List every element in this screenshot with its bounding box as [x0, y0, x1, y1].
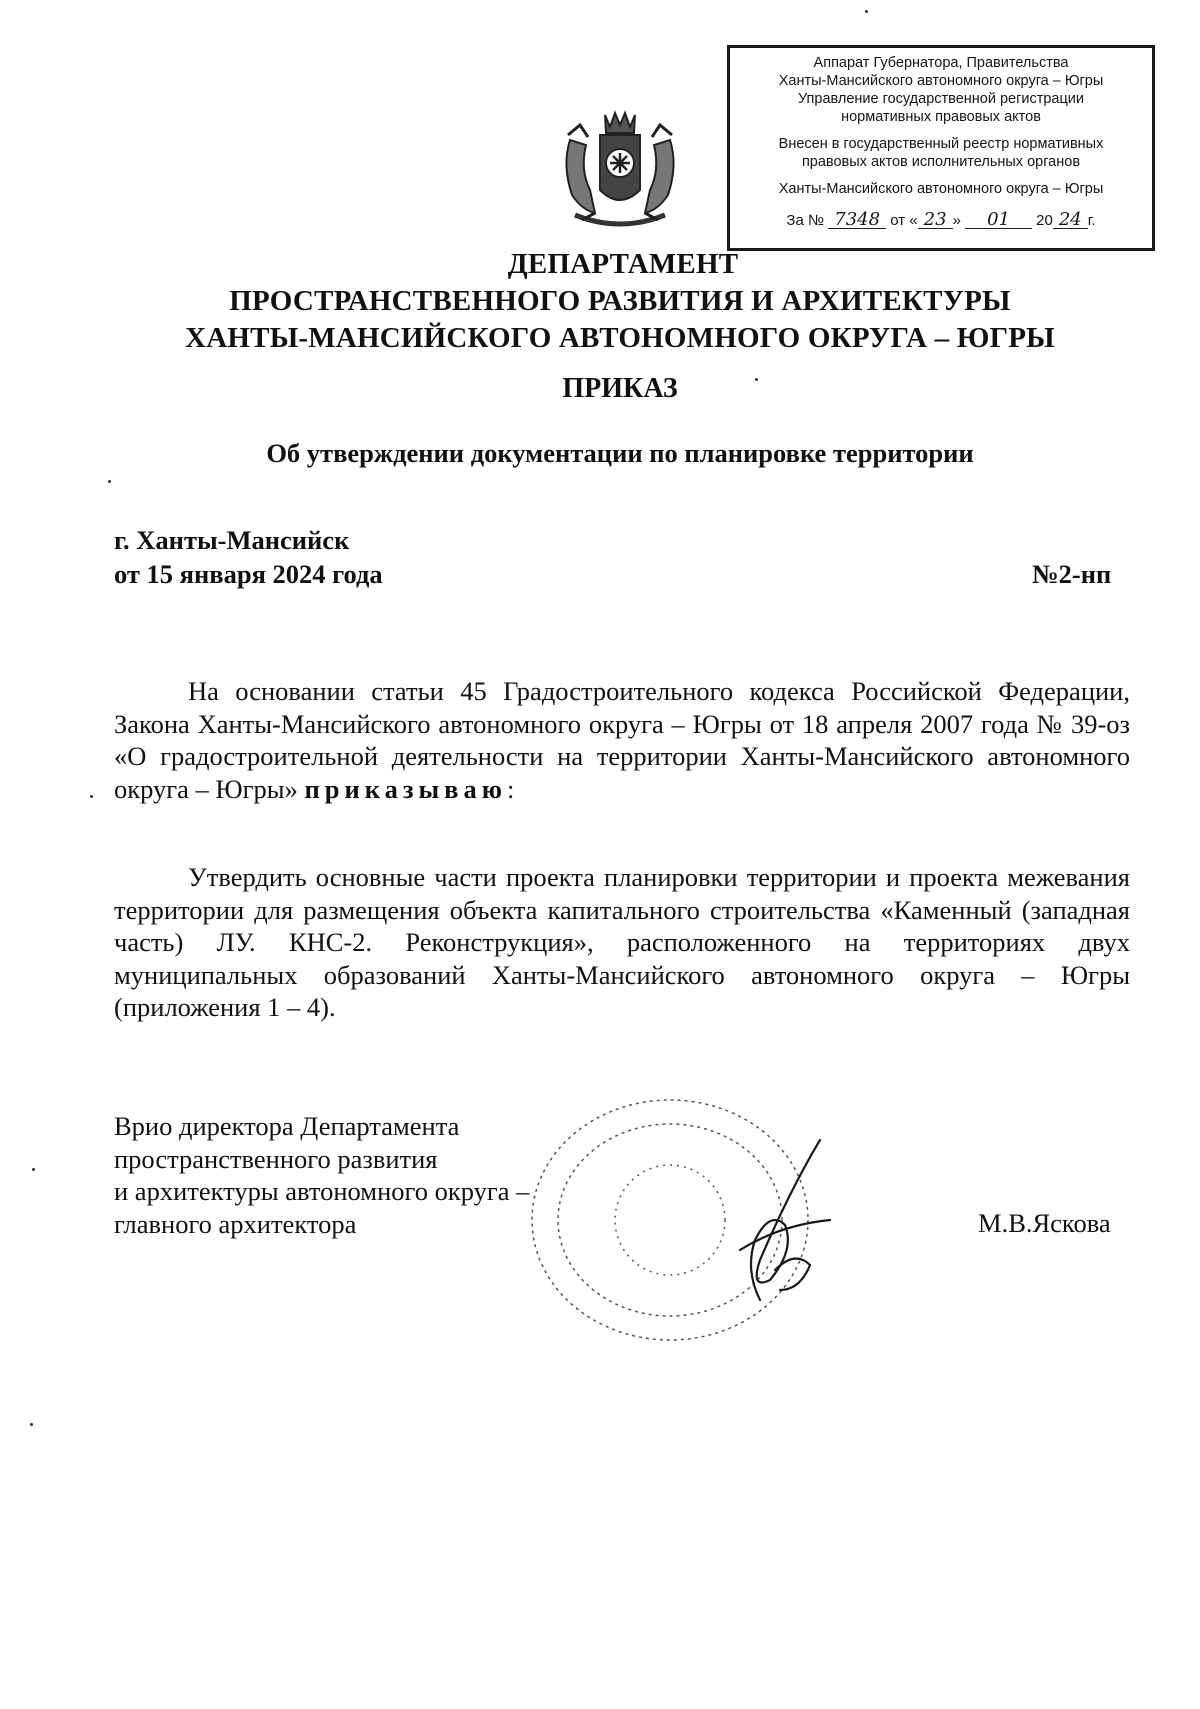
stamp-reg-day-close: » — [952, 212, 961, 229]
body-paragraph-decision: Утвердить основные части проекта планировки территории и проекта межевания территории для размещения объекта капитального строительства «Каменный (западная часть) ЛУ. КНС-2. Реконструкция», расположенного на территориях двух муниципальных образований Ханты-Мансийского автономного округа – Югры (приложения 1 – 4). — [114, 862, 1130, 1022]
signer-position-line: и архитектуры автономного округа – — [114, 1176, 530, 1206]
signer-position-line: главного архитектора — [114, 1208, 357, 1239]
handwritten-signature — [700, 1130, 850, 1320]
stamp-reg-from: от « — [890, 212, 918, 229]
stamp-line: Ханты-Мансийского автономного округа – Югры — [778, 181, 1104, 197]
scan-speck — [865, 10, 868, 13]
stamp-reg-year-prefix: 20 — [1036, 212, 1053, 229]
stamp-reg-day: 23 — [918, 212, 953, 229]
department-heading-line-1: ДЕПАРТАМЕНТ — [507, 248, 739, 280]
document-number: №2-нп — [1032, 559, 1112, 589]
order-word: приказываю — [304, 773, 507, 804]
department-heading-line-3: ХАНТЫ-МАНСИЙСКОГО АВТОНОМНОГО ОКРУГА – ЮГРЫ — [185, 322, 1055, 354]
document-type-title: ПРИКАЗ — [562, 373, 678, 404]
stamp-registration-line — [730, 209, 1152, 230]
stamp-line: Ханты-Мансийского автономного округа – Югры — [778, 73, 1104, 89]
stamp-line: Управление государственной регистрации — [797, 91, 1085, 107]
stamp-line: нормативных правовых актов — [841, 109, 1041, 125]
stamp-line: Аппарат Губернатора, Правительства — [813, 55, 1069, 71]
order-colon: : — [507, 773, 515, 804]
document-subject: Об утверждении документации по планировке территории — [266, 438, 974, 468]
department-heading-line-2: ПРОСТРАНСТВЕННОГО РАЗВИТИЯ И АРХИТЕКТУРЫ — [229, 285, 1011, 317]
scan-speck — [755, 378, 758, 381]
stamp-reg-year: 24 — [1053, 212, 1088, 229]
stamp-reg-year-suffix: г. — [1087, 212, 1096, 229]
stamp-reg-prefix: За № — [786, 212, 825, 229]
stamp-reg-number: 7348 — [828, 212, 886, 229]
document-date: от 15 января 2024 года — [114, 559, 383, 589]
scan-speck — [108, 480, 111, 483]
signer-position-line: Врио директора Департамента — [114, 1111, 460, 1141]
scan-speck — [32, 1168, 35, 1171]
stamp-reg-month: 01 — [965, 212, 1032, 229]
body-paragraph-basis — [114, 675, 1130, 805]
signer-position — [114, 1110, 529, 1240]
signer-name: М.В.Яскова — [978, 1208, 1111, 1238]
coat-of-arms-emblem — [550, 95, 690, 235]
signer-position-line: пространственного развития — [114, 1143, 438, 1174]
registration-stamp — [727, 45, 1155, 251]
basis-text: На основании статьи 45 Градостроительного кодекса Российской Федерации, Закона Ханты-Мансийского автономного округа – Югры от 18 апреля 2007 года № 39-оз «О градостроительной деятельности на территории Ханты-Мансийского автономного округа – Югры» — [114, 676, 1130, 804]
stamp-line: Внесен в государственный реестр нормативных — [778, 136, 1104, 152]
stamp-line: правовых актов исполнительных органов — [801, 154, 1081, 170]
document-city: г. Ханты-Мансийск — [114, 525, 350, 555]
scan-speck — [30, 1423, 33, 1426]
scan-speck — [90, 795, 93, 798]
